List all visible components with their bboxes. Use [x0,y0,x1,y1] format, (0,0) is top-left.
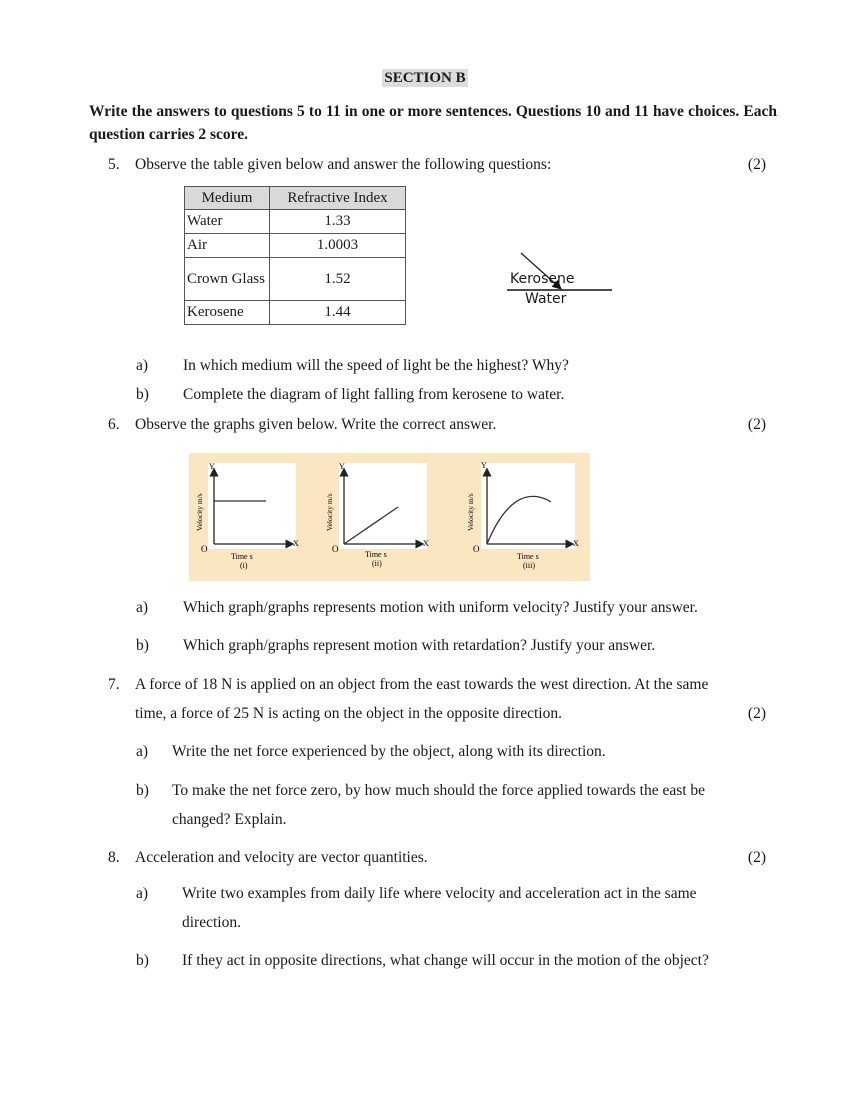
sub-question-text: In which medium will the speed of light be the highest? Why? [183,357,569,374]
section-title [0,70,850,87]
svg-text:Velocity m/s: Velocity m/s [325,493,334,531]
sub-question-text-line-2: changed? Explain. [172,811,287,828]
question-number: 7. [108,676,120,693]
index-cell: 1.0003 [270,234,406,258]
refractive-index-table [184,186,406,325]
index-cell: 1.52 [270,258,406,301]
svg-text:(ii): (ii) [372,559,382,568]
refraction-diagram [505,250,615,310]
question-text-line-1: A force of 18 N is applied on an object from the east towards the west direction. At the same [135,676,709,693]
medium-cell: Air [185,234,270,258]
svg-text:Y: Y [209,462,215,471]
sub-question-text-line-1: Write two examples from daily life where velocity and acceleration act in the same [182,885,697,902]
sub-question-label: b) [136,637,149,654]
table-row [185,234,406,258]
medium-cell: Crown Glass [185,258,270,301]
table-row [185,210,406,234]
marks: (2) [747,416,766,433]
svg-text:Y: Y [339,462,345,471]
velocity-time-graphs [189,453,590,581]
table-header-row [185,187,406,210]
svg-text:X: X [423,539,429,548]
sub-question-label: a) [136,357,149,374]
question-number: 5. [108,156,120,173]
table-row [185,258,406,301]
marks: (2) [747,705,766,722]
column-header: Refractive Index [270,187,406,210]
question-text: Observe the graphs given below. Write the correct answer. [135,416,497,433]
question-number: 6. [108,416,120,433]
sub-question-label: b) [136,782,149,799]
section-title-text: SECTION B [384,70,466,86]
question-text: Acceleration and velocity are vector quantities. [135,849,428,866]
sub-question-text: If they act in opposite directions, what change will occur in the motion of the object? [182,952,709,969]
sub-question-text: Which graph/graphs represents motion with uniform velocity? Justify your answer. [183,599,698,616]
sub-question-label: a) [136,743,149,760]
sub-question-label: a) [136,599,149,616]
upper-medium-label: Kerosene [510,271,575,287]
svg-text:Velocity m/s: Velocity m/s [195,493,204,531]
svg-text:O: O [201,544,208,554]
question-number: 8. [108,849,120,866]
graphs-svg [189,453,590,581]
svg-text:(i): (i) [240,561,248,570]
svg-text:(iii): (iii) [523,561,535,570]
svg-text:Time s: Time s [517,552,539,561]
sub-question-label: a) [136,885,149,902]
sub-question-text: Complete the diagram of light falling from kerosene to water. [183,386,565,403]
index-cell: 1.44 [270,301,406,325]
sub-question-label: b) [136,952,149,969]
svg-text:X: X [293,539,299,548]
column-header: Medium [185,187,270,210]
table-row [185,301,406,325]
sub-question-text: Write the net force experienced by the object, along with its direction. [172,743,606,760]
svg-text:Velocity m/s: Velocity m/s [466,493,475,531]
index-cell: 1.33 [270,210,406,234]
lower-medium-label: Water [525,291,567,307]
svg-text:O: O [473,544,480,554]
marks: (2) [747,849,766,866]
sub-question-text-line-2: direction. [182,914,241,931]
svg-text:Time s: Time s [365,550,387,559]
question-text: Observe the table given below and answer the following questions: [135,156,552,173]
medium-cell: Water [185,210,270,234]
svg-text:O: O [332,544,339,554]
svg-text:Y: Y [481,461,487,470]
question-text-line-2: time, a force of 25 N is acting on the object in the opposite direction. [135,705,562,722]
svg-text:X: X [573,539,579,548]
sub-question-text-line-1: To make the net force zero, by how much should the force applied towards the east be [172,782,706,799]
medium-cell: Kerosene [185,301,270,325]
svg-text:Time s: Time s [231,552,253,561]
marks: (2) [747,156,766,173]
sub-question-text: Which graph/graphs represent motion with retardation? Justify your answer. [183,637,656,654]
sub-question-label: b) [136,386,149,403]
section-instructions: Write the answers to questions 5 to 11 in one or more sentences. Questions 10 and 11 have choices. Each question carries 2 score. [89,103,777,143]
